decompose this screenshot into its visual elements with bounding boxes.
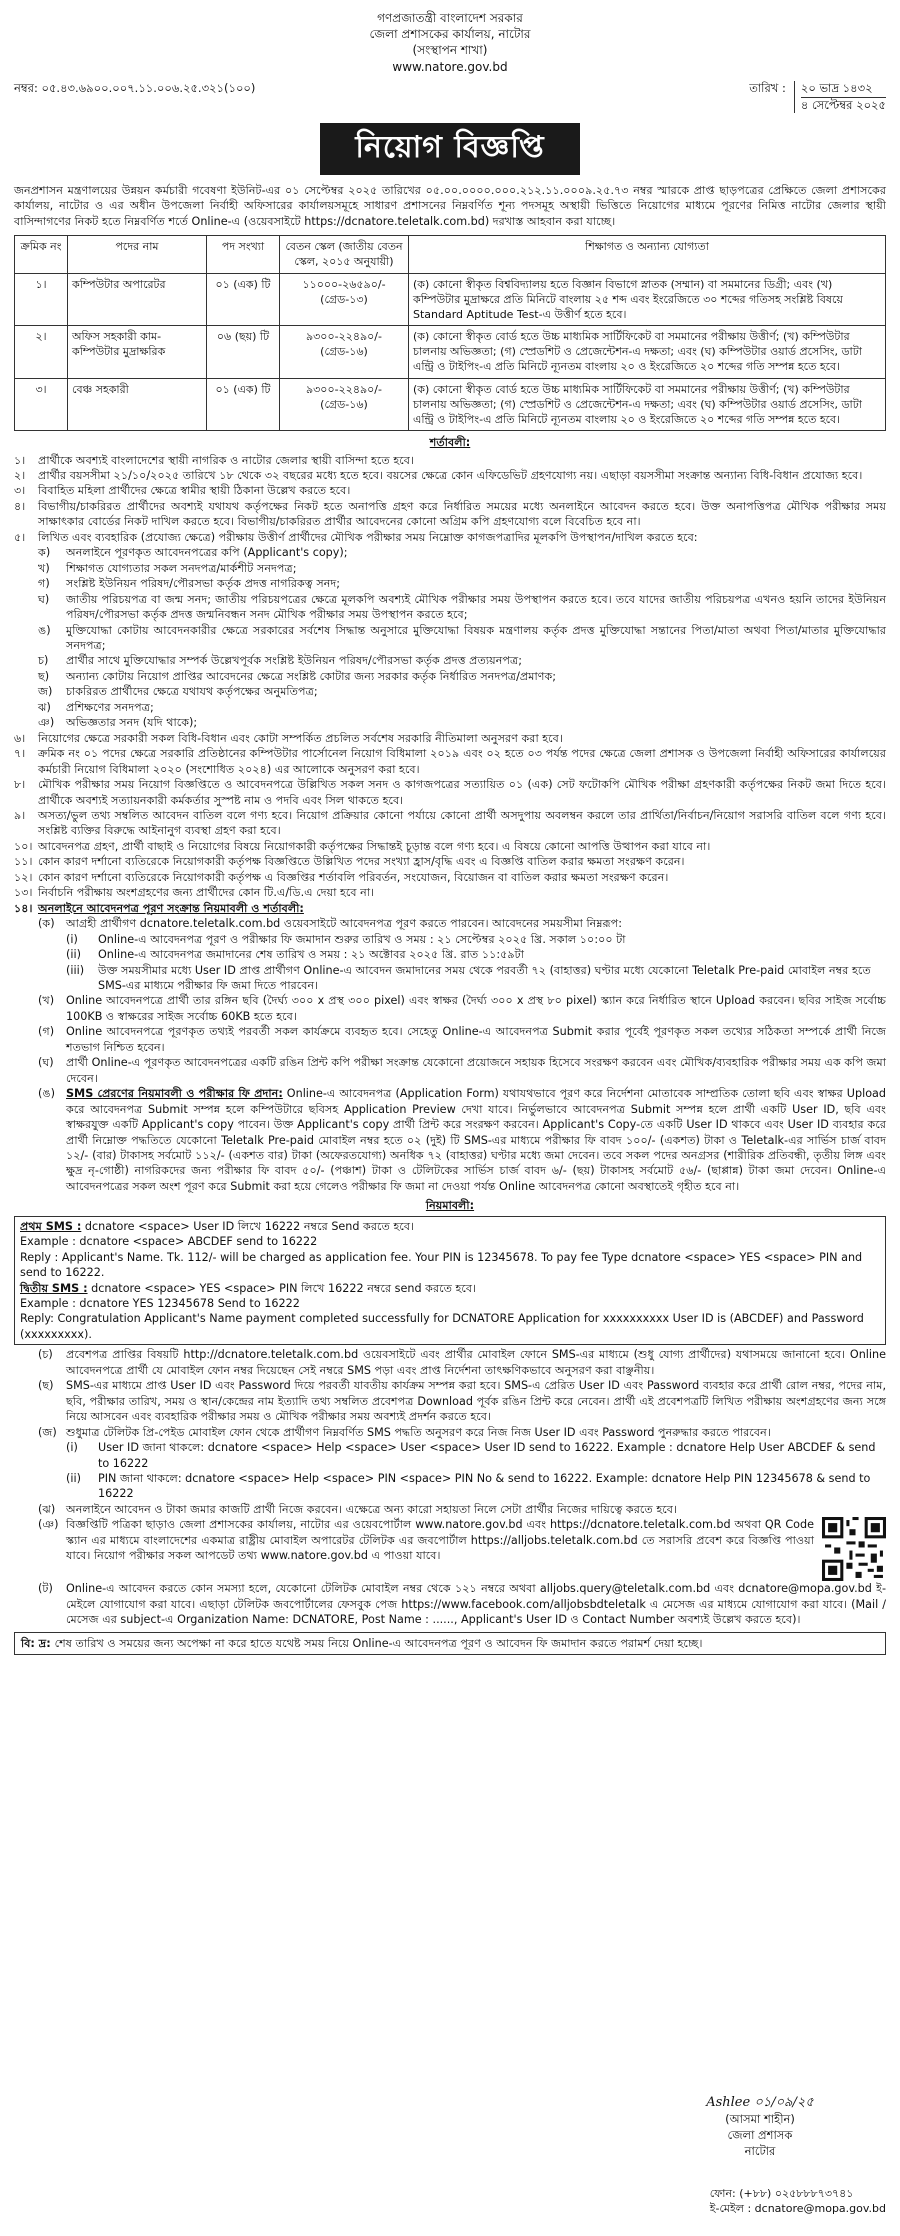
condition-number: ৬। — [14, 731, 26, 745]
online-text: প্রার্থী Online-এ পূরণকৃত আবেদনপত্রের একটি রঙিন প্রিন্ট কপি পরীক্ষা সংক্রান্ত যেকোনো প্রয়োজনে সহায়ক হিসেবে সংরক্ষণ করবেন এবং মৌখিক/ব্যবহারিক পরীক্ষার সময় এক কপি জমা দেবেন। — [66, 1056, 886, 1085]
document-letter: ঞ) — [38, 716, 55, 730]
schedule-text: Online-এ আবেদনপত্র জমাদানের শেষ তারিখ ও সময় : ২১ অক্টোবর ২০২৫ খ্রি. রাত ১১:৫৯টা — [98, 948, 524, 962]
online-letter: (ঘ) — [38, 1056, 54, 1070]
document-letter: গ) — [38, 577, 50, 591]
document-text: সংশ্লিষ্ট ইউনিয়ন পরিষদ/পৌরসভা কর্তৃক প্রদত্ত নাগরিকত্ব সনদ; — [66, 577, 341, 591]
cell-post: কম্পিউটার অপারেটর — [68, 273, 207, 326]
document-letter: চ) — [38, 654, 49, 668]
online-letter: (খ) — [38, 994, 55, 1008]
schedule-number: (ii) — [66, 948, 81, 962]
sms2-reply: Reply: Congratulation Applicant's Name payment completed successfully for DCNATORE Application for xxxxxxxxxx User ID is (ABCDEF) and Password (xxxxxxxxx). — [20, 1312, 864, 1341]
condition-text: আবেদনপত্র গ্রহণ, প্রার্থী বাছাই ও নিয়োগের বিষয়ে নিয়োগকারী কর্তৃপক্ষের সিদ্ধান্তই চূড়ান্ত বলে গণ্য হবে। এ বিষয়ে কোনো আপত্তি উত্থাপন করা যাবে না। — [38, 839, 711, 853]
cell-scale: ৯৩০০-২২৪৯০/- (গ্রেড-১৬) — [280, 326, 409, 379]
condition-text: কোন কারণ দর্শানো ব্যতিরেকে নিয়োগকারী কর্তৃপক্ষ বিজ্ঞপ্তিতে উল্লিখিত পদের সংখ্যা হ্রাস/বৃদ্ধি এবং এ বিজ্ঞপ্তি বাতিল করার ক্ষমতা সংরক্ষণ করেন। — [38, 855, 685, 869]
condition-item — [14, 854, 886, 869]
condition-text: নির্বাচনি পরীক্ষায় অংশগ্রহণের জন্য প্রার্থীদের কোন টি.এ/ডি.এ দেয়া হবে না। — [38, 886, 375, 900]
condition-number: ১। — [14, 453, 26, 467]
document-text: অন্যান্য কোটায় নিয়োগ প্রাপ্তির আবেদনের ক্ষেত্রে সংশ্লিষ্ট কোটার জন্য সরকার কর্তৃক নির্ধারিত সনদপত্র/প্রমাণক; — [66, 669, 557, 683]
online-letter: (গ) — [38, 1025, 55, 1039]
document-letter: ছ) — [38, 669, 50, 683]
condition-item — [14, 499, 886, 530]
sms1-text: dcnatore <space> User ID লিখে 16222 নম্বরে Send করতে হবে। — [84, 1219, 415, 1233]
condition-number: ৮। — [14, 778, 26, 792]
cell-qualification: (ক) কোনো স্বীকৃত বিশ্ববিদ্যালয় হতে বিজ্ঞান বিভাগে স্নাতক (সম্মান) বা সমমানের ডিগ্রী; এবং (খ) কম্পিউটার মুদ্রাক্ষরে প্রতি মিনিটে বাংলায় ২৫ শব্দ এবং ইংরেজিতে ৩০ শব্দের গতিসহ সংশ্লিষ্ট বিষয়ে Standard Aptitude Test-এ উত্তীর্ণ হতে হবে। — [409, 273, 886, 326]
signatory-title: জেলা প্রশাসক — [727, 2127, 793, 2142]
condition-number: ৩। — [14, 484, 26, 498]
sms1-reply: Reply : Applicant's Name. Tk. 112/- will be charged as application fee. Your PIN is 12345678. To pay fee Type dcnatore <space> YES <space> PIN and send to 16222. — [20, 1250, 863, 1280]
condition-item — [14, 731, 886, 746]
footnote-box — [14, 1632, 886, 1655]
contact-phone: ফোন: (+৮৮) ০২৫৮৮৮৭৩৭৪১ — [709, 2187, 854, 2200]
schedule-number: (i) — [66, 932, 78, 946]
rules-title: নিয়মাবলী: — [425, 1199, 475, 1213]
cell-post: বেঞ্চ সহকারী — [68, 378, 207, 431]
condition-item — [14, 901, 886, 916]
online-item-nga — [14, 1086, 886, 1194]
memo-number: নম্বর: ০৫.৪৩.৬৯০০.০০৭.১১.০০৬.২৫.৩২১(১০০) — [14, 80, 256, 95]
memo-date-label: তারিখ : — [749, 80, 786, 95]
sms2-label: দ্বিতীয় SMS : — [20, 1281, 88, 1295]
online-letter: (ট) — [38, 1582, 53, 1596]
online-text: Online-এ আবেদনপত্র (Application Form) যথাযথভাবে পূরণ করে নির্দেশনা মোতাবেক সাম্প্রতিক তোলা ছবি এবং স্বাক্ষর Upload করে আবেদনপত্র Submit সম্পন্ন হলে কম্পিউটারে ছবিসহ Application Preview দেখা যাবে। নির্ভুলভাবে আবেদনপত্র Submit সম্পন্ন হলে প্রার্থী একটি User ID, ছবি এবং স্বাক্ষরযুক্ত একটি Applicant's copy পাবেন। উক্ত Applicant's copy প্রার্থী প্রিন্ট করে সংরক্ষণ করবেন। Applicant's Copy-তে একটি User ID থাকবে এবং User ID ব্যবহার করে প্রার্থী নিম্নোক্ত পদ্ধতিতে যেকোনো Teletalk Pre-paid মোবাইল নম্বর হতে ০২ (দুই) টি SMS-এর মাধ্যমে পরীক্ষার ফি বাবদ ১০০/- (একশত) টাকা ও Teletalk-এর সার্ভিস চার্জ বাবদ ১২/- (বার) টাকাসহ সর্বমোট ১১২/- (একশত বার) টাকা (অফেরতযোগ্য) অনধিক ৭২ (বাহাত্তর) ঘণ্টার মধ্যে জমা দেবেন। তবে সকল পদের অনগ্রসর (শারীরিক প্রতিবন্ধী, তৃতীয় লিঙ্গ এবং ক্ষুদ্র নৃ-গোষ্ঠী) নাগরিকদের জন্য পরীক্ষার ফি বাবদ ৫০/- (পঞ্চাশ) টাকা ও টেলিটকের সার্ভিস চার্জ বাবদ ৬/- (ছয়) টাকাসহ সর্বমোট ৫৬/- (ছাপ্পান্ন) টাকা জমা দেবেন। Online-এ আবেদনপত্রের সকল অংশ পূরণ করে Submit করা হয়ে গেলেও পরীক্ষার ফি জমা না দেওয়া পর্যন্ত Online আবেদনপত্র কোনো অবস্থাতেই গৃহীত হবে না। — [66, 1087, 886, 1193]
document-letter: ঙ) — [38, 623, 51, 637]
document-letter: ঘ) — [38, 592, 50, 606]
online-letter: (ঙ) — [38, 1087, 55, 1101]
document-item — [14, 669, 886, 684]
condition-number: ১২। — [14, 870, 33, 884]
signature-block — [660, 2094, 860, 2160]
qr-code-icon[interactable] — [822, 1517, 886, 1581]
recovery-item — [14, 1440, 886, 1471]
document-text: অনলাইনে পূরণকৃত আবেদনপত্রের কপি (Applicant's copy); — [66, 546, 348, 560]
condition-number: ২। — [14, 469, 26, 483]
condition-text: নিয়োগের ক্ষেত্রে সরকারী সকল বিধি-বিধান এবং কোটা সম্পর্কিত প্রচলিত সর্বশেষ সরকারি নীতিমালা অনুসরণ করা হবে। — [38, 731, 563, 745]
posts-table — [14, 235, 886, 431]
condition-number: ৭। — [14, 747, 26, 761]
online-text: Online-এ আবেদন করতে কোন সমস্যা হলে, যেকোনো টেলিটক মোবাইল নম্বর থেকে ১২১ নম্বরে অথবা alljobs.query@teletalk.com.bd এবং dcnatore@mopa.gov.bd ই-মেইলে যোগাযোগ করা যাবে। এছাড়া টেলিটক জবপোর্টালের ফেসবুক পেজ https://www.facebook.com/alljobsbdteletalk এ মেসেজ এর মাধ্যমে যোগাযোগ করা যাবে। (Mail / মেসেজ এর subject-এ Organization Name: DCNATORE, Post Name : ......, Applicant's User ID ও Contact Number অবশ্যই উল্লেখ করতে হবে)। — [66, 1582, 886, 1627]
schedule-item — [14, 963, 886, 994]
sms1-label: প্রথম SMS : — [20, 1219, 82, 1233]
condition-item — [14, 453, 886, 468]
document-item — [14, 684, 886, 699]
cell-scale: ১১০০০-২৬৫৯০/- (গ্রেড-১৩) — [280, 273, 409, 326]
footnote-text: শেষ তারিখ ও সময়ের জন্য অপেক্ষা না করে হাতে যথেষ্ট সময় নিয়ে Online-এ আবেদনপত্র পূরণ ও আবেদন ফি জমাদান করতে পরামর্শ দেয়া হচ্ছে। — [54, 1636, 703, 1650]
online-text: SMS-এর মাধ্যমে প্রাপ্ত User ID এবং Password দিয়ে পরবর্তী যাবতীয় কার্যক্রম সম্পন্ন করা হবে। SMS-এ প্রেরিত User ID এবং Password ব্যবহার করে প্রার্থী রোল নম্বর, পদের নাম, ছবি, পরীক্ষার তারিখ, সময় ও স্থান/কেন্দ্রের নাম ইত্যাদি তথ্য সম্বলিত প্রবেশপত্র Download পূর্বক রঙিন প্রিন্ট করে নেবেন। প্রার্থী এই প্রবেশপত্রটি লিখিত পরীক্ষায় অংশগ্রহণের জন্য সঙ্গে নিয়ে আসবেন এবং ব্যবহারিক পরীক্ষার সময় ও মৌখিক পরীক্ষার সময় অবশ্যই প্রদর্শন করতে হবে। — [66, 1379, 886, 1424]
table-header-row — [15, 236, 886, 273]
recovery-text: User ID জানা থাকলে: dcnatore <space> Help <space> User <space> User ID send to 16222. Example : dcnatore Help User ABCDEF & send to 16222 — [98, 1441, 876, 1470]
condition-text: মৌখিক পরীক্ষার সময় নিয়োগ বিজ্ঞপ্তিতে ও আবেদনপত্রে উল্লিখিত সকল সনদ ও কাগজপত্রের সত্যায়িত ০১ (এক) সেট ফটোকপি মৌখিক পরীক্ষা গ্রহণকারী কর্তৃপক্ষের নিকট জমা দিতে হবে। প্রার্থীকে অবশ্যই সত্যায়নকারী কর্মকর্তার সুস্পষ্ট নাম ও পদবি এবং সিল থাকতে হবে। — [38, 778, 886, 807]
document-item — [14, 545, 886, 560]
schedule-item — [14, 932, 886, 947]
online-item-ka — [14, 916, 886, 931]
contact-block — [710, 2186, 886, 2216]
document-text: অভিজ্ঞতার সনদ (যদি থাকে); — [66, 716, 198, 730]
condition-text: কোন কারণ দর্শানো ব্যতিরেকে নিয়োগকারী কর্তৃপক্ষ এ বিজ্ঞপ্তির শর্তাবলি পরিবর্তন, সংযোজন, বিয়োজন বা বাতিল করার ক্ষমতা সংরক্ষণ করেন। — [38, 870, 669, 884]
condition-text: অসত্য/ভুল তথ্য সম্বলিত আবেদন বাতিল বলে গণ্য হবে। নিয়োগ প্রক্রিয়ার কোনো পর্যায়ে কোনো প্রার্থী অসদুপায় অবলম্বন করলে তার প্রার্থিতা/নির্বাচন/নিয়োগ সরাসরি বাতিল বলে গণ্য হবে। সংশ্লিষ্ট ব্যক্তির বিরুদ্ধে আইনানুগ ব্যবস্থা গ্রহণ করা হবে। — [38, 808, 886, 838]
cell-scale: ৯৩০০-২২৪৯০/- (গ্রেড-১৬) — [280, 378, 409, 431]
schedule-item — [14, 947, 886, 962]
cell-qualification: (ক) কোনো স্বীকৃত বোর্ড হতে উচ্চ মাধ্যমিক সার্টিফিকেট বা সমমানের পরীক্ষায় উত্তীর্ণ; (খ) কম্পিউটার চালনায় অভিজ্ঞতা; (গ) স্প্রেডশিট ও প্রেজেন্টেশন-এ দক্ষতা; এবং (ঘ) কম্পিউটার ওয়ার্ড প্রসেসিং, ডাটা এন্ট্রি ও টাইপিং-এ প্রতি মিনিটে ন্যূনতম বাংলায় ২০ ও ইংরেজিতে ২০ শব্দের গতি সম্পন্ন হতে হবে। — [409, 378, 886, 431]
condition-item — [14, 870, 886, 885]
condition-text: প্রার্থীর বয়সসীমা ২১/১০/২০২৫ তারিখে ১৮ থেকে ৩২ বছরের মধ্যে হতে হবে। বয়সের ক্ষেত্রে কোন এফিডেভিট গ্রহণযোগ্য নয়। এছাড়া বয়সসীমা সংক্রান্ত অন্যান্য বিধি-বিধান প্রযোজ্য হবে। — [38, 469, 863, 483]
conditions-title: শর্তাবলী: — [429, 436, 471, 450]
online-letter: (ঝ) — [38, 1502, 56, 1516]
condition-number: ১৪। — [14, 901, 33, 915]
memo-date-bangla: ২০ ভাদ্র ১৪৩২ — [801, 81, 886, 98]
condition-item — [14, 777, 886, 808]
online-letter: (জ) — [38, 1425, 57, 1439]
online-text: শুধুমাত্র টেলিটক প্রি-পেইড মোবাইল ফোন থেকে প্রার্থীগণ নিম্নবর্ণিত SMS পদ্ধতি অনুসরণ করে নিজ নিজ User ID এবং Password পুনরুদ্ধার করতে পারবেন। — [66, 1425, 771, 1439]
document-text: শিক্ষাগত যোগ্যতার সকল সনদপত্র/মার্কশীট সনদপত্র; — [66, 561, 297, 575]
header-line-1: গণপ্রজাতন্ত্রী বাংলাদেশ সরকার — [377, 11, 523, 25]
sms2-example: Example : dcnatore YES 12345678 Send to 16222 — [20, 1297, 300, 1311]
online-text: অনলাইনে আবেদন ও টাকা জমার কাজটি প্রার্থী নিজে করবেন। এক্ষেত্রে অন্য কারো সহায়তা নিলে সেটা প্রার্থীর নিজের দায়িত্বে করতে হবে। — [66, 1502, 677, 1516]
condition-item — [14, 808, 886, 839]
condition-number: ৫। — [14, 530, 26, 544]
recovery-item — [14, 1471, 886, 1502]
document-item — [14, 653, 886, 668]
condition-item — [14, 746, 886, 777]
online-item-ga — [14, 1024, 886, 1055]
online-letter: (চ) — [38, 1348, 53, 1362]
office-header — [14, 10, 886, 75]
condition-text: বিভাগীয়/চাকরিরত প্রার্থীদের অবশ্যই যথাযথ কর্তৃপক্ষের নিকট হতে অনাপত্তি গ্রহণ করে নির্ধারিত সময়ের মধ্যে অনলাইনে আবেদন করতে হবে। উক্ত অনাপত্তিপত্র মৌখিক পরীক্ষার সময় সাক্ষাৎকার বোর্ডের নিকট দাখিল করতে হবে। বিভাগীয়/চাকরিরত প্রার্থীর আবেদনের কোনো অগ্রিম কপি গ্রহণযোগ্য বলে বিবেচিত হবে না। — [38, 499, 886, 529]
condition-text: প্রার্থীকে অবশ্যই বাংলাদেশের স্থায়ী নাগরিক ও নাটোর জেলার স্থায়ী বাসিন্দা হতে হবে। — [38, 453, 414, 467]
condition-item — [14, 885, 886, 900]
document-item — [14, 592, 886, 623]
table-row — [15, 378, 886, 431]
signatory-name: (আসমা শাহীন) — [725, 2111, 795, 2126]
condition-text: বিবাহিত মহিলা প্রার্থীদের ক্ষেত্রে স্বামীর স্থায়ী ঠিকানা উল্লেখ করতে হবে। — [38, 484, 351, 498]
conditions-list — [14, 453, 886, 1628]
sms-box — [14, 1216, 886, 1346]
online-text: Online আবেদনপত্রে পূরণকৃত তথ্যই পরবর্তী সকল কার্যক্রমে ব্যবহৃত হবে। সেহেতু Online-এ আবেদনপত্র Submit করার পূর্বেই পূরণকৃত সকল তথ্যের সঠিকতা সম্পর্কে প্রার্থী নিজে শতভাগ নিশ্চিত হবেন। — [66, 1025, 886, 1054]
document-item — [14, 561, 886, 576]
document-item — [14, 700, 886, 715]
cell-serial: ৩। — [15, 378, 68, 431]
online-text: প্রবেশপত্র প্রাপ্তির বিষয়টি http://dcnatore.teletalk.com.bd ওয়েবসাইটে এবং প্রার্থীর মোবাইল ফোনে SMS-এর মাধ্যমে (শুধু যোগ্য প্রার্থীদের) যথাসময়ে জানানো হবে। Online আবেদনপত্রে প্রার্থী যে মোবাইল ফোন নম্বর দিয়েছেন সেই নম্বরে SMS পড়া এবং প্রাপ্ত নির্দেশনা তাৎক্ষণিকভাবে অনুসরণ করা বাঞ্ছনীয়। — [66, 1348, 886, 1377]
online-letter: (ছ) — [38, 1379, 54, 1393]
contact-email[interactable]: ই-মেইল : dcnatore@mopa.gov.bd — [709, 2202, 886, 2216]
signature-scribble: Ashlee ০১/০৯/২৫ — [706, 2095, 814, 2110]
document-text: প্রার্থীর সাথে মুক্তিযোদ্ধার সম্পর্ক উল্লেখপূর্বক সংশ্লিষ্ট ইউনিয়ন পরিষদ/পৌরসভা কর্তৃক প্রদত্ত প্রত্যয়নপত্র; — [66, 654, 522, 668]
notice-page — [14, 10, 886, 1655]
footnote-label: বি: দ্র: — [21, 1636, 51, 1650]
online-item-jha — [14, 1502, 886, 1517]
schedule-number: (iii) — [66, 963, 85, 977]
intro-paragraph: জনপ্রশাসন মন্ত্রণালয়ের উন্নয়ন কর্মচারী গবেষণা ইউনিট-এর ০১ সেপ্টেম্বর ২০২৫ তারিখের ০৫.০০.০০০০.০০০.২১২.১১.০০০৯.২৫.৭৩ নম্বর স্মারকে প্রাপ্ত ছাড়পত্রের প্রেক্ষিতে জেলা প্রশাসকের কার্যালয়, নাটোর ও এর অধীন উপজেলা নির্বাহী অফিসারের কার্যালয়সমূহে সাধারণ প্রশাসনের নিম্নবর্ণিত শূন্য পদসমূহ অস্থায়ী ভিত্তিতে নিয়োগের মাধ্যমে পূরণের নিমিত্ত নাটোর জেলার স্থায়ী বাসিন্দাগণের নিকট হতে নিম্নবর্ণিত শর্তে Online-এ (ওয়েবসাইটে https://dcnatore.teletalk.com.bd) দরখাস্ত আহবান করা যাচ্ছে। — [14, 183, 886, 228]
condition-number: ১৩। — [14, 886, 33, 900]
recovery-text: PIN জানা থাকলে: dcnatore <space> Help <space> PIN <space> PIN No & send to 16222. Example: dcnatore Help PIN 12345678 & send to 16222 — [98, 1472, 871, 1501]
document-letter: জ) — [38, 685, 53, 699]
cell-count: ০১ (এক) টি — [207, 273, 280, 326]
cell-serial: ১। — [15, 273, 68, 326]
condition-number: ১০। — [14, 839, 33, 853]
header-line-3: (সংস্থাপন শাখা) — [412, 43, 488, 58]
col-count: পদ সংখ্যা — [207, 236, 280, 273]
sms-fee-heading: SMS প্রেরণের নিয়মাবলী ও পরীক্ষার ফি প্রদান: — [66, 1087, 283, 1101]
col-scale: বেতন স্কেল (জাতীয় বেতন স্কেল, ২০১৫ অনুযায়ী) — [280, 236, 409, 273]
document-letter: ক) — [38, 546, 51, 560]
header-line-2: জেলা প্রশাসকের কার্যালয়, নাটোর — [369, 27, 531, 42]
condition-number: ১১। — [14, 855, 33, 869]
condition-text: ক্রমিক নং ০১ পদের ক্ষেত্রে সরকারি প্রতিষ্ঠানের কম্পিউটার পার্সোনেল নিয়োগ বিধিমালা ২০১৯ এবং ০২ হতে ০৩ পর্যন্ত পদের ক্ষেত্রে জেলা প্রশাসক ও উপজেলা নির্বাহী অফিসারের কার্যালয়ের কর্মচারী নিয়োগ বিধিমালা ২০২০ (সংশোধিত ২০২৪) এর আলোকে অনুসরণ করা হবে। — [38, 747, 886, 776]
cell-qualification: (ক) কোনো স্বীকৃত বোর্ড হতে উচ্চ মাধ্যমিক সার্টিফিকেট বা সমমানের পরীক্ষায় উত্তীর্ণ; (খ) কম্পিউটার চালনায় অভিজ্ঞতা; (গ) স্প্রেডশিট ও প্রেজেন্টেশন-এ দক্ষতা; এবং (ঘ) কম্পিউটার ওয়ার্ড প্রসেসিং, ডাটা এন্ট্রি ও টাইপিং-এ প্রতি মিনিটে ন্যূনতম বাংলায় ২০ ও ইংরেজিতে ২০ শব্দের গতি সম্পন্ন হতে হবে। — [409, 326, 886, 379]
document-item — [14, 715, 886, 730]
online-text: আগ্রহী প্রার্থীগণ dcnatore.teletalk.com.bd ওয়েবসাইটে আবেদনপত্র পূরণ করতে পারবেন। আবেদনের সময়সীমা নিম্নরূপ: — [66, 917, 623, 931]
memo-row — [14, 81, 886, 114]
sms2-text: dcnatore <space> YES <space> PIN লিখে 16222 নম্বরে send করতে হবে। — [91, 1281, 477, 1295]
online-item-nya — [14, 1517, 886, 1581]
online-item-ja — [14, 1425, 886, 1440]
header-website: www.natore.gov.bd — [392, 59, 508, 74]
document-text: মুক্তিযোদ্ধা কোটায় আবেদনকারীর ক্ষেত্রে সরকারের সর্বশেষ সিদ্ধান্ত অনুসারে মুক্তিযোদ্ধা বিষয়ক মন্ত্রণালয় কর্তৃক প্রদত্ত মুক্তিযোদ্ধা সন্তানের পিতা/মাতা অথবা পিতা/মাতার মুক্তিযোদ্ধার সনদপত্র; — [66, 623, 886, 652]
online-item-chha — [14, 1378, 886, 1424]
online-letter: (ক) — [38, 917, 55, 931]
sms1-example: Example : dcnatore <space> ABCDEF send to 16222 — [20, 1235, 318, 1249]
notice-title-banner: নিয়োগ বিজ্ঞপ্তি — [320, 123, 580, 174]
condition-item — [14, 483, 886, 498]
condition-item — [14, 839, 886, 854]
schedule-text: Online-এ আবেদনপত্র পূরণ ও পরীক্ষার ফি জমাদান শুরুর তারিখ ও সময় : ২১ সেপ্টেম্বর ২০২৫ খ্রি. সকাল ১০:০০ টা — [98, 932, 626, 946]
online-item-gha — [14, 1055, 886, 1086]
memo-date-english: ৪ সেপ্টেম্বর ২০২৫ — [800, 97, 886, 112]
schedule-text: উক্ত সময়সীমার মধ্যে User ID প্রাপ্ত প্রার্থীগণ Online-এ আবেদন জমাদানের সময় থেকে পরবর্তী ৭২ (বাহাত্তর) ঘণ্টার মধ্যে যেকোনো Teletalk Pre-paid মোবাইল নম্বর হতে SMS-এর মাধ্যমে পরীক্ষার ফি জমা দিতে পারবেন। — [98, 963, 871, 992]
cell-count: ০১ (এক) টি — [207, 378, 280, 431]
document-letter: খ) — [38, 561, 50, 575]
online-text: বিজ্ঞপ্তিটি পত্রিকা ছাড়াও জেলা প্রশাসকের কার্যালয়, নাটোর এর ওয়েবপোর্টাল www.natore.gov.bd এবং https://dcnatore.teletalk.com.bd অথবা QR Code স্ক্যান এর মাধ্যমে বাংলাদেশের একমাত্র রাষ্ট্রীয় মোবাইল অপারেটর টেলিটক এর জবপোর্টাল https://alljobs.teletalk.com.bd তে সরাসরি প্রবেশ করে বিজ্ঞপ্তি পাওয়া যাবে। নিয়োগ পরীক্ষার সকল আপডেট তথ্য www.natore.gov.bd এ পাওয়া যাবে। — [66, 1518, 814, 1563]
table-row — [15, 326, 886, 379]
online-rules-heading: অনলাইনে আবেদনপত্র পূরণ সংক্রান্ত নিয়মাবলী ও শর্তাবলী: — [38, 901, 304, 915]
online-item-cha — [14, 1347, 886, 1378]
condition-number: ৪। — [14, 499, 26, 513]
condition-item — [14, 468, 886, 483]
online-text: Online আবেদনপত্রে প্রার্থী তার রঙ্গিন ছবি (দৈর্ঘ্য ৩০০ x প্রস্থ ৩০০ pixel) এবং স্বাক্ষর (দৈর্ঘ্য ৩০০ x প্রস্থ ৮০ pixel) স্ক্যান করে নির্ধারিত স্থানে Upload করবেন। ছবির সাইজ সর্বোচ্চ 100KB ও স্বাক্ষরের সাইজ সর্বোচ্চ 60KB হতে হবে। — [66, 994, 886, 1023]
recovery-number: (ii) — [66, 1472, 81, 1486]
col-qualification: শিক্ষাগত ও অন্যান্য যোগ্যতা — [409, 236, 886, 273]
condition-text: লিখিত এবং ব্যবহারিক (প্রযোজ্য ক্ষেত্রে) পরীক্ষায় উত্তীর্ণ প্রার্থীদের মৌখিক পরীক্ষার সময় নিম্নোক্ত কাগজপত্রাদির মূলকপি উপস্থাপন/দাখিল করতে হবে: — [38, 530, 698, 544]
online-letter: (ঞ) — [38, 1518, 59, 1532]
document-text: জাতীয় পরিচয়পত্র বা জন্ম সনদ; জাতীয় পরিচয়পত্রের ক্ষেত্রে মূলকপি অবশ্যই মৌখিক পরীক্ষার সময় উপস্থাপন করতে হবে। তবে যাদের জাতীয় পরিচয়পত্র এখনও হয়নি তাদের ইউনিয়ন পরিষদ/পৌরসভা কর্তৃক প্রদত্ত জন্মনিবন্ধন সনদ মৌখিক পরীক্ষার সময় উপস্থাপন করতে হবে; — [66, 592, 886, 622]
document-item — [14, 623, 886, 654]
recovery-number: (i) — [66, 1441, 78, 1455]
table-row — [15, 273, 886, 326]
col-post: পদের নাম — [68, 236, 207, 273]
condition-number: ৯। — [14, 808, 26, 822]
online-item-ta — [14, 1581, 886, 1627]
cell-count: ০৬ (ছয়) টি — [207, 326, 280, 379]
document-item — [14, 576, 886, 591]
document-text: চাকরিরত প্রার্থীদের ক্ষেত্রে যথাযথ কর্তৃপক্ষের অনুমতিপত্র; — [66, 685, 318, 699]
col-serial: ক্রমিক নং — [15, 236, 68, 273]
online-item-kha — [14, 993, 886, 1024]
signatory-place: নাটোর — [744, 2143, 776, 2158]
document-letter: ঝ) — [38, 700, 51, 714]
cell-serial: ২। — [15, 326, 68, 379]
document-text: প্রশিক্ষণের সনদপত্র; — [66, 700, 154, 714]
cell-post: অফিস সহকারী কাম-কম্পিউটার মুদ্রাক্ষরিক — [68, 326, 207, 379]
condition-item — [14, 530, 886, 545]
